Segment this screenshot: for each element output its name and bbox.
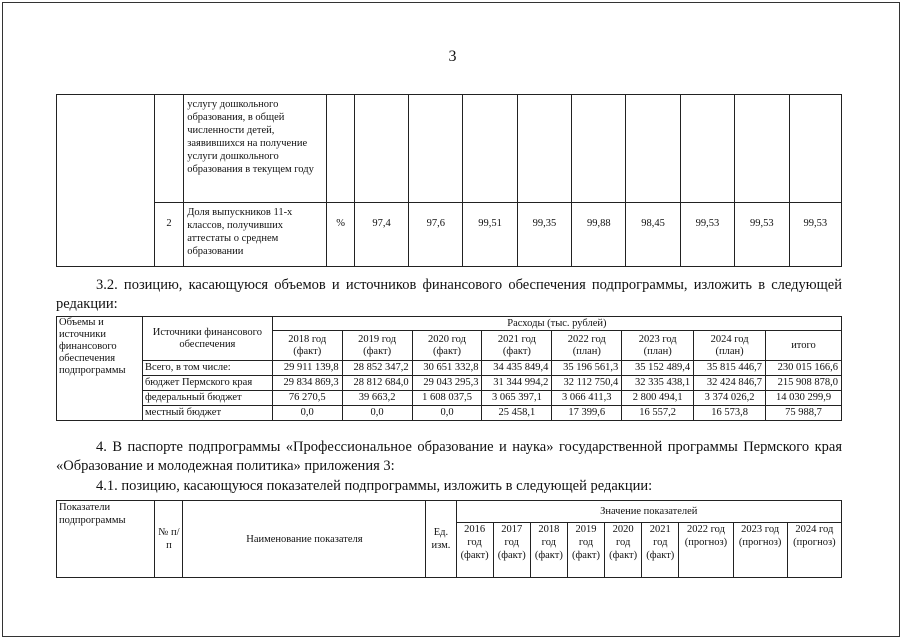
year-header: 2022 год (план) xyxy=(552,331,622,361)
value-cell: 35 196 561,3 xyxy=(552,361,622,376)
paragraph-text: 3.2. позицию, касающуюся объемов и источников финансового обеспечения подпрограммы, изложить в следующей редакции: xyxy=(56,277,842,312)
table-row xyxy=(57,203,842,267)
value-cell: 17 399,6 xyxy=(552,406,622,421)
year-header: 2022 год (прогноз) xyxy=(679,523,733,578)
year-header: 2018 год (факт) xyxy=(530,523,567,578)
paragraph-3-2 xyxy=(56,276,842,314)
value-cell: 75 988,7 xyxy=(766,406,842,421)
unit-cell: % xyxy=(327,203,355,267)
value-cell: 35 152 489,4 xyxy=(622,361,694,376)
value-cell: 0,0 xyxy=(342,406,412,421)
value-cell: 32 424 846,7 xyxy=(694,376,766,391)
values-header: Значение показателей xyxy=(456,501,842,523)
year-header: 2021 год (факт) xyxy=(482,331,552,361)
value-cell: 99,53 xyxy=(789,203,841,267)
paragraph-text: 4.1. позицию, касающуюся показателей подпрограммы, изложить в следующей редакции: xyxy=(96,478,653,494)
indicator-name-continued: услугу дошкольного образования, в общей численности детей, заявившихся на получение услуги дошкольного образования в текущем году xyxy=(184,95,327,203)
value-cell: 0,0 xyxy=(412,406,482,421)
unit-header: Ед. изм. xyxy=(426,501,456,578)
value-cell: 98,45 xyxy=(626,203,680,267)
table-row xyxy=(57,391,842,406)
value-cell: 97,6 xyxy=(409,203,463,267)
row-label: бюджет Пермского края xyxy=(142,376,272,391)
value-cell: 16 573,8 xyxy=(694,406,766,421)
table-cell xyxy=(154,95,184,203)
indicators-header-table xyxy=(56,500,842,578)
value-cell: 30 651 332,8 xyxy=(412,361,482,376)
indicator-name: Доля выпускников 11-х классов, получивших аттестаты о среднем образовании xyxy=(184,203,327,267)
table-row xyxy=(57,406,842,421)
table-row xyxy=(57,361,842,376)
value-cell: 28 852 347,2 xyxy=(342,361,412,376)
value-cell: 25 458,1 xyxy=(482,406,552,421)
indicators-label: Показатели подпрограммы xyxy=(57,501,155,578)
num-header: № п/п xyxy=(155,501,183,578)
row-label: местный бюджет xyxy=(142,406,272,421)
value-cell: 29 834 869,3 xyxy=(272,376,342,391)
financing-table xyxy=(56,316,842,421)
year-header: 2019 год (факт) xyxy=(342,331,412,361)
page-number: 3 xyxy=(448,48,457,65)
row-number: 2 xyxy=(154,203,184,267)
value-cell: 99,35 xyxy=(517,203,571,267)
value-cell: 29 911 139,8 xyxy=(272,361,342,376)
value-cell: 14 030 299,9 xyxy=(766,391,842,406)
year-header: 2024 год (план) xyxy=(694,331,766,361)
value-cell: 2 800 494,1 xyxy=(622,391,694,406)
value-cell: 3 066 411,3 xyxy=(552,391,622,406)
value-cell: 16 557,2 xyxy=(622,406,694,421)
value-cell: 3 065 397,1 xyxy=(482,391,552,406)
value-cell: 28 812 684,0 xyxy=(342,376,412,391)
value-cell: 29 043 295,3 xyxy=(412,376,482,391)
table-row xyxy=(57,376,842,391)
year-header: 2023 год (план) xyxy=(622,331,694,361)
name-header: Наименование показателя xyxy=(183,501,426,578)
value-cell: 99,88 xyxy=(572,203,626,267)
year-header: 2024 год (прогноз) xyxy=(787,523,841,578)
value-cell: 1 608 037,5 xyxy=(412,391,482,406)
value-cell: 215 908 878,0 xyxy=(766,376,842,391)
paragraph-text: 4. В паспорте подпрограммы «Профессиональное образование и наука» государственной программы Пермского края «Образование и молодежная политика» приложения 3: xyxy=(56,439,842,474)
value-cell: 230 015 166,6 xyxy=(766,361,842,376)
value-cell: 99,53 xyxy=(680,203,734,267)
year-header: 2020 год (факт) xyxy=(412,331,482,361)
paragraph-4-1 xyxy=(56,477,842,496)
year-header: 2017 год (факт) xyxy=(493,523,530,578)
sources-header: Источники финансового обеспечения xyxy=(142,317,272,361)
value-cell: 0,0 xyxy=(272,406,342,421)
paragraph-4 xyxy=(56,438,842,476)
year-header: 2020 год (факт) xyxy=(605,523,642,578)
year-header: 2021 год (факт) xyxy=(642,523,679,578)
value-cell: 3 374 026,2 xyxy=(694,391,766,406)
value-cell: 34 435 849,4 xyxy=(482,361,552,376)
table-cell xyxy=(57,95,155,267)
table-row xyxy=(57,317,842,331)
value-cell: 31 344 994,2 xyxy=(482,376,552,391)
row-label: Всего, в том числе: xyxy=(142,361,272,376)
total-header: итого xyxy=(766,331,842,361)
value-cell: 76 270,5 xyxy=(272,391,342,406)
value-cell: 32 335 438,1 xyxy=(622,376,694,391)
expenses-header: Расходы (тыс. рублей) xyxy=(272,317,841,331)
value-cell: 39 663,2 xyxy=(342,391,412,406)
indicators-table-continued xyxy=(56,94,842,267)
value-cell: 99,53 xyxy=(735,203,789,267)
year-header: 2016 год (факт) xyxy=(456,523,493,578)
table-row xyxy=(57,501,842,523)
year-header: 2018 год (факт) xyxy=(272,331,342,361)
year-header: 2023 год (прогноз) xyxy=(733,523,787,578)
value-cell: 97,4 xyxy=(354,203,408,267)
year-header: 2019 год (факт) xyxy=(567,523,604,578)
value-cell: 35 815 446,7 xyxy=(694,361,766,376)
value-cell: 32 112 750,4 xyxy=(552,376,622,391)
table-row xyxy=(57,95,842,203)
financing-label: Объемы и источники финансового обеспечения подпрограммы xyxy=(57,317,143,421)
row-label: федеральный бюджет xyxy=(142,391,272,406)
value-cell: 99,51 xyxy=(463,203,517,267)
